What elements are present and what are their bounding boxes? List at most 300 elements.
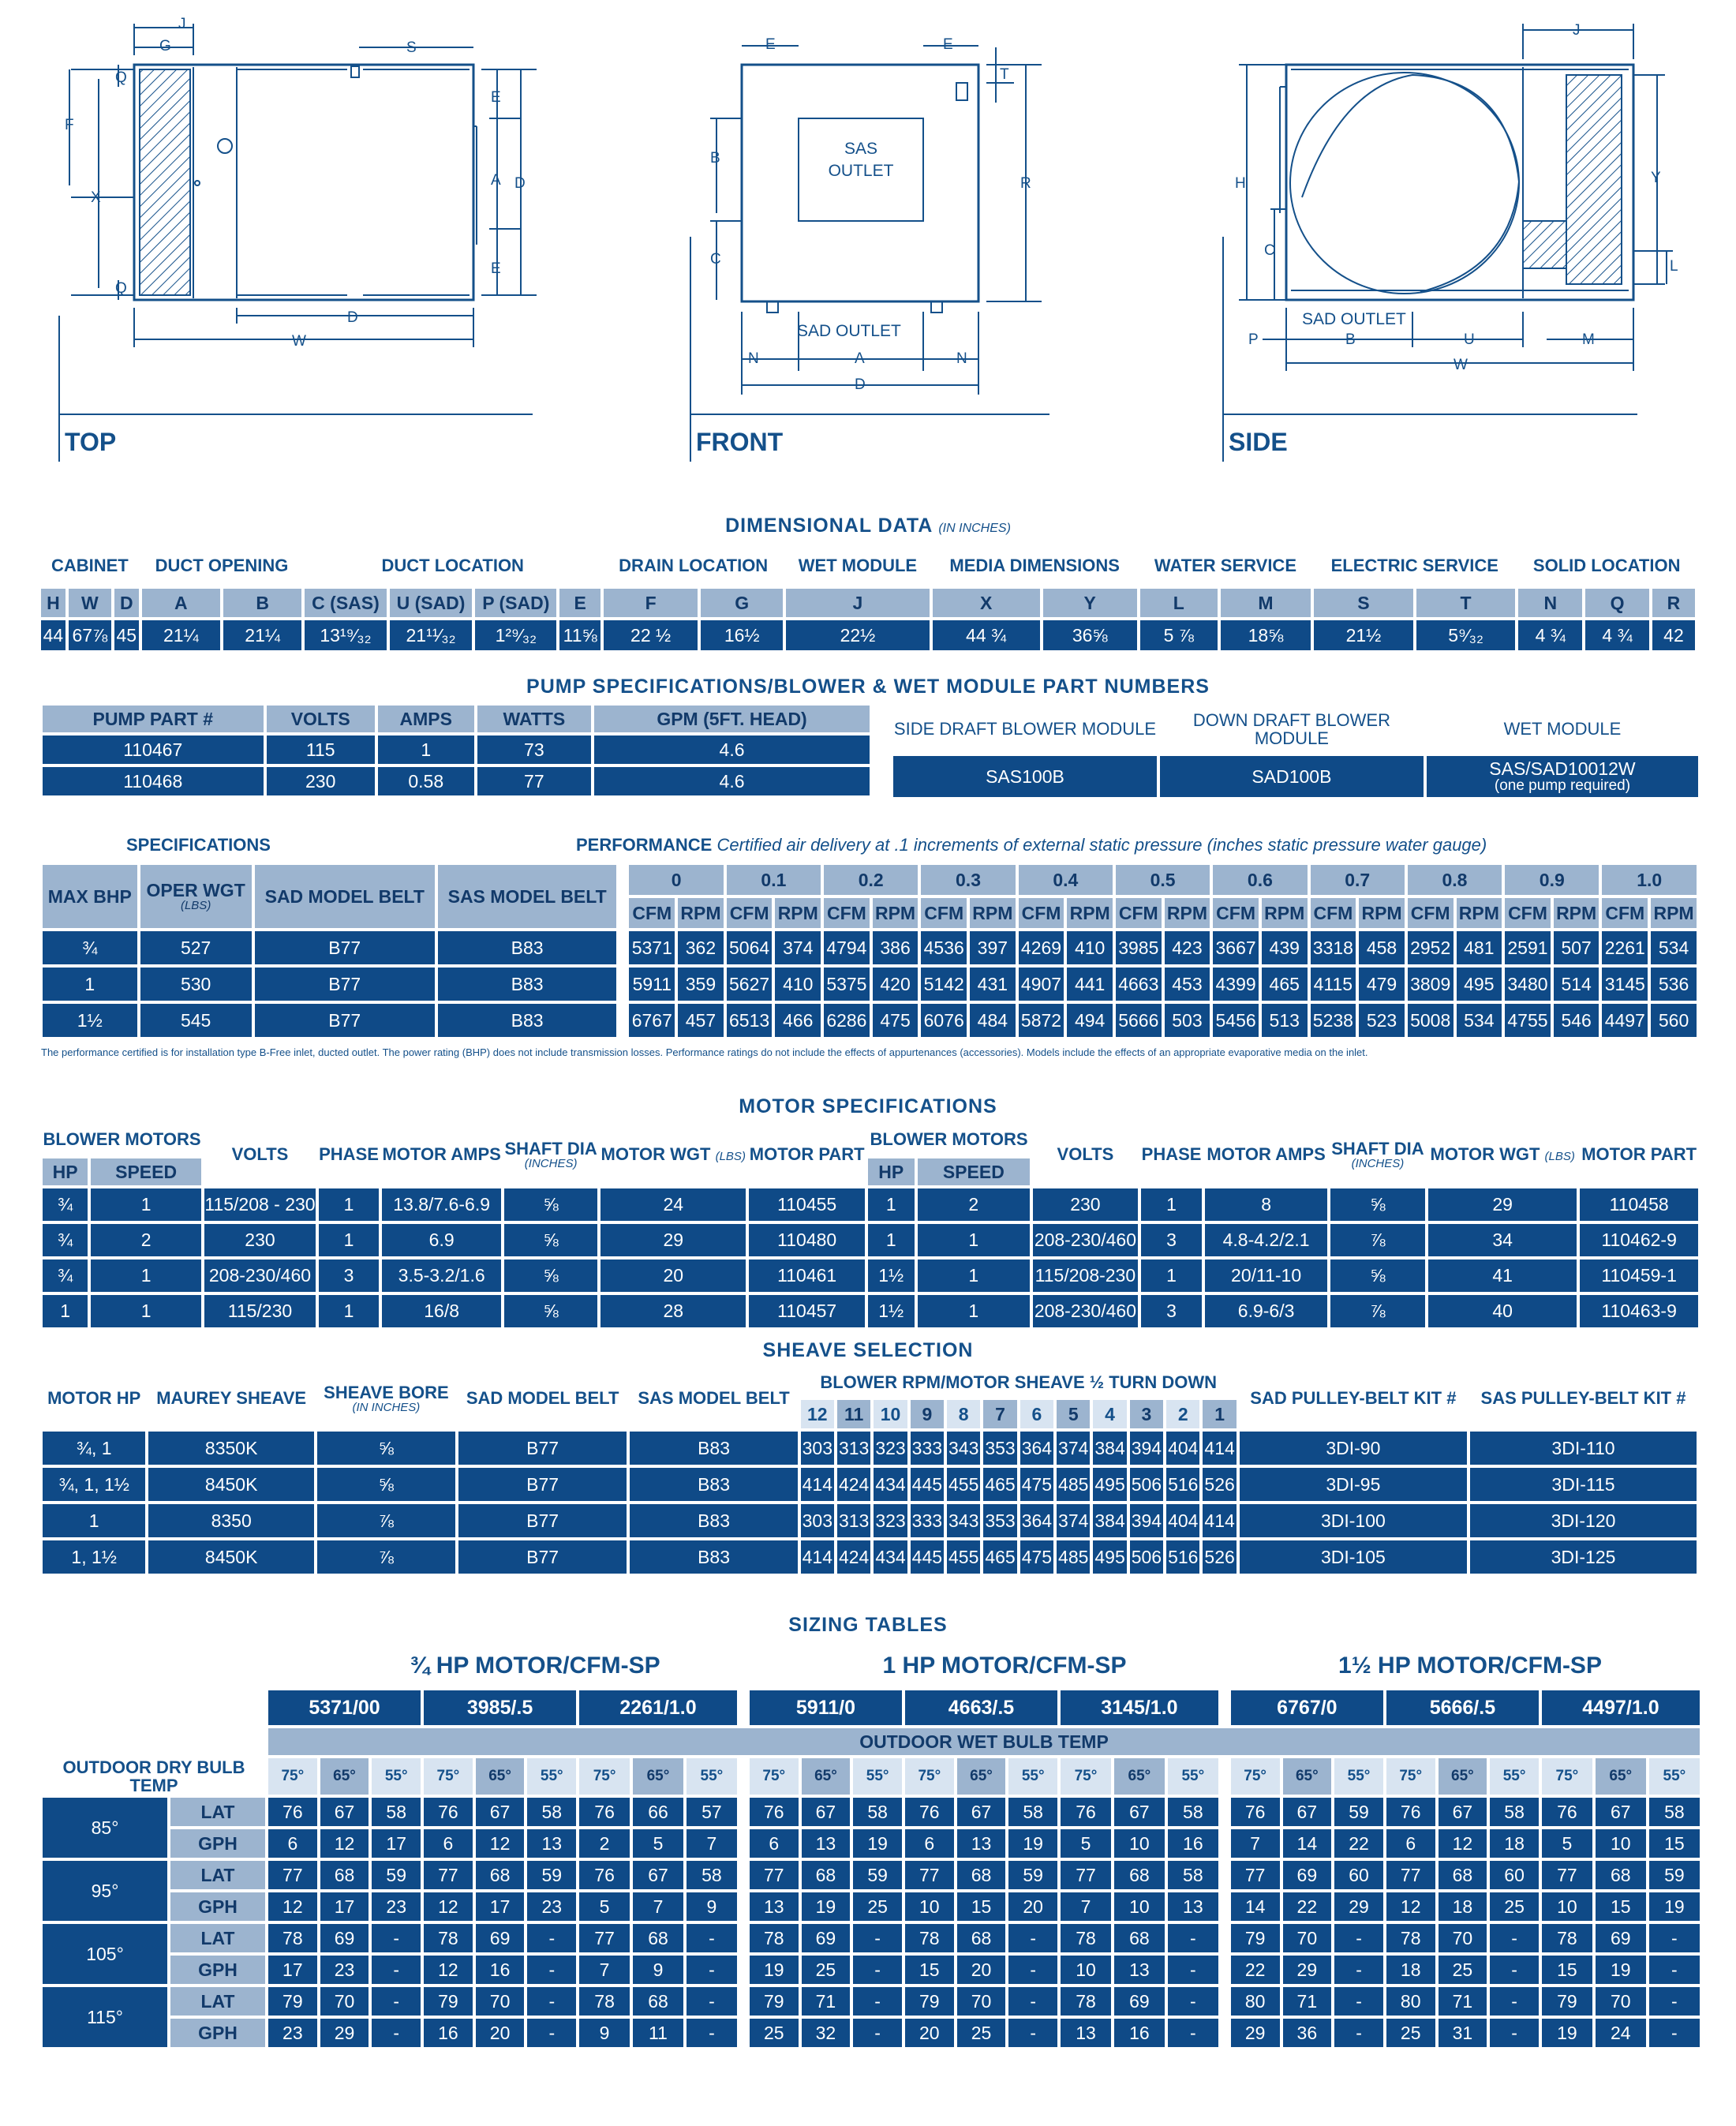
sizing-cell: 23 — [372, 1892, 421, 1921]
sheave-cell: 1, 1½ — [43, 1540, 145, 1574]
sizing-cell: 58 — [1490, 1798, 1539, 1826]
sizing-cell: 69 — [320, 1924, 369, 1952]
rpm-header: RPM — [1262, 898, 1308, 928]
perf-cell: 5064 — [727, 931, 773, 964]
perf-cell: 359 — [678, 968, 724, 1001]
sizing-cell: 7 — [687, 1829, 737, 1858]
sizing-cell: - — [527, 1987, 576, 2016]
sizing-cell: 58 — [372, 1798, 421, 1826]
motor-cell: 2 — [918, 1188, 1031, 1221]
sizing-cell: - — [687, 1956, 737, 1984]
sheave-table — [39, 1365, 1700, 1577]
perf-cell: 4115 — [1311, 968, 1356, 1001]
sizing-cell: 59 — [853, 1861, 902, 1889]
motor-cell: ¾ — [43, 1224, 88, 1256]
perf-cell: 374 — [775, 931, 821, 964]
motor-cell: ⅝ — [504, 1295, 597, 1327]
wet-bulb-temp: 55° — [1334, 1758, 1383, 1795]
sizing-cell: 22 — [1283, 1892, 1332, 1921]
sizing-cell: 59 — [1008, 1861, 1057, 1889]
dim-letter-a: A — [491, 172, 501, 189]
sizing-cell: 36 — [1283, 2019, 1332, 2047]
hdr-bore-unit: (IN INCHES) — [352, 1400, 421, 1414]
sizing-cell: 60 — [1490, 1861, 1539, 1889]
sizing-cell: 25 — [853, 1892, 902, 1921]
cfm-header: CFM — [1602, 898, 1648, 928]
sheave-cell: 485 — [1057, 1540, 1090, 1574]
sizing-cell: 67 — [957, 1798, 1006, 1826]
motor-row — [868, 1295, 1698, 1327]
sizing-row-lat — [43, 1924, 1700, 1952]
dim-letter-y: Y — [1651, 170, 1661, 186]
group-water-service: WATER SERVICE — [1154, 556, 1296, 576]
perf-cell: 534 — [1457, 1004, 1502, 1037]
perf-cell: 5375 — [824, 968, 870, 1001]
perf-cell: 536 — [1651, 968, 1697, 1001]
pump-cell: 73 — [477, 735, 591, 764]
lat-label: LAT — [170, 1924, 265, 1952]
wet-bulb-temp: 75° — [1061, 1758, 1111, 1795]
dim-letter-e-front2: E — [943, 36, 953, 53]
pump-cell: 77 — [477, 767, 591, 795]
pump-cell: 1 — [378, 735, 474, 764]
spec-cell: B83 — [438, 931, 617, 964]
motor-cell: ⅝ — [504, 1188, 597, 1221]
sheave-cell: 455 — [947, 1468, 980, 1501]
sizing-cell: 7 — [633, 1892, 683, 1921]
sizing-motor-titles — [298, 1653, 1703, 1684]
spec-cell: B77 — [255, 968, 435, 1001]
cfm-header: CFM — [1019, 898, 1064, 928]
sizing-cell: 9 — [579, 2019, 630, 2047]
dim-letter-c: C — [710, 251, 721, 268]
hdr-wgt-unit: (LBS) — [1544, 1150, 1575, 1164]
sizing-cell: 7 — [1231, 1829, 1280, 1858]
spec-cell: ¾ — [43, 931, 137, 964]
sizing-cell: 18 — [1386, 1956, 1435, 1984]
dim-value-l: 5 ⅞ — [1140, 620, 1218, 650]
wet-bulb-temp: 75° — [579, 1758, 630, 1795]
pressure-header-1-0: 1.0 — [1602, 865, 1697, 895]
motor-cell: 110462-9 — [1580, 1224, 1698, 1256]
sizing-cell: 76 — [1542, 1798, 1592, 1826]
perf-cell: 3985 — [1116, 931, 1162, 964]
sizing-cell: - — [1334, 2019, 1383, 2047]
sizing-cell: 5 — [1542, 1829, 1592, 1858]
sizing-cell: - — [372, 1924, 421, 1952]
motor-cell: 1 — [918, 1295, 1031, 1327]
motor-cell: ⅞ — [1330, 1295, 1425, 1327]
hdr-motor-wgt — [1428, 1124, 1577, 1185]
sizing-cell: 68 — [802, 1861, 851, 1889]
dry-bulb-value: 85° — [43, 1798, 167, 1858]
perf-cell: 453 — [1165, 968, 1210, 1001]
gph-label: GPH — [170, 1892, 265, 1921]
dim-header-j: J — [786, 589, 929, 617]
sizing-cell: 70 — [476, 1987, 525, 2016]
motor-row — [868, 1260, 1698, 1292]
sheave-cell: 3DI-125 — [1470, 1540, 1697, 1574]
dim-letter-j-side: J — [1573, 22, 1581, 39]
sizing-cell: 13 — [802, 1829, 851, 1858]
sizing-cell: 70 — [957, 1987, 1006, 2016]
dim-header-b: B — [223, 589, 301, 617]
motor-cell: 208-230/460 — [204, 1260, 316, 1292]
sizing-cell: 76 — [905, 1798, 954, 1826]
hdr-volts: VOLTS — [231, 1144, 289, 1165]
sizing-cell: 69 — [1596, 1924, 1646, 1952]
sheave-cell: 465 — [983, 1540, 1016, 1574]
cfm-header: CFM — [1116, 898, 1162, 928]
sizing-cell: 58 — [687, 1861, 737, 1889]
perf-cell: 410 — [775, 968, 821, 1001]
motor-cell: 1 — [868, 1188, 915, 1221]
group-gap — [1222, 1924, 1228, 1952]
group-gap — [1222, 2019, 1228, 2047]
sizing-cell: - — [687, 1924, 737, 1952]
sheave-cell: ¾, 1 — [43, 1432, 145, 1465]
dim-letter-d-front: D — [855, 376, 866, 393]
hdr-motor-wgt — [600, 1124, 746, 1185]
sizing-cell: 76 — [1386, 1798, 1435, 1826]
motor-table-left — [39, 1121, 868, 1331]
sizing-cell: - — [527, 1924, 576, 1952]
sizing-cell: 69 — [1114, 1987, 1165, 2016]
dim-value-r: 42 — [1652, 620, 1695, 650]
perf-cell: 3480 — [1505, 968, 1551, 1001]
sheave-cell: B83 — [630, 1540, 797, 1574]
hdr-motor-part: MOTOR PART — [1581, 1144, 1697, 1165]
sas-outlet-line2: OUTLET — [828, 162, 894, 180]
rpm-header: RPM — [970, 898, 1016, 928]
sizing-row-gph — [43, 2019, 1700, 2047]
perf-cell: 386 — [873, 931, 919, 964]
sizing-cell: 25 — [1439, 1956, 1487, 1984]
sizing-cell: 68 — [1596, 1861, 1646, 1889]
turn-header-1: 1 — [1203, 1400, 1236, 1428]
sheave-cell: 343 — [947, 1432, 980, 1465]
pressure-header-0-6: 0.6 — [1213, 865, 1307, 895]
wet-bulb-temp: 65° — [1439, 1758, 1487, 1795]
perf-cell: 494 — [1067, 1004, 1113, 1037]
dim-header-m: M — [1221, 589, 1311, 617]
dry-bulb-header: OUTDOOR DRY BULB TEMP — [62, 1757, 245, 1796]
sheave-cell: 475 — [1020, 1468, 1053, 1501]
perf-cell: 6767 — [629, 1004, 675, 1037]
sizing-cell: - — [1168, 1924, 1218, 1952]
motor-cell: ¾ — [43, 1260, 88, 1292]
cfm-sp-header: 5911/0 — [750, 1690, 902, 1725]
motor-cell: 1 — [918, 1260, 1031, 1292]
rpm-header: RPM — [775, 898, 821, 928]
dimensional-title-text: DIMENSIONAL DATA — [725, 515, 933, 537]
group-gap — [740, 1892, 746, 1921]
cfm-header: CFM — [629, 898, 675, 928]
sizing-cell: 69 — [1283, 1861, 1332, 1889]
down-draft-header: DOWN DRAFT BLOWER MODULE — [1192, 709, 1390, 748]
sizing-cell: 79 — [1231, 1924, 1280, 1952]
sizing-cell: 78 — [579, 1987, 630, 2016]
perf-cell: 479 — [1359, 968, 1405, 1001]
sheave-cell: 495 — [1093, 1540, 1126, 1574]
pressure-header-0-1: 0.1 — [727, 865, 821, 895]
cfm-header: CFM — [1408, 898, 1454, 928]
sheave-title: SHEAVE SELECTION — [762, 1339, 974, 1361]
spec-cell: B83 — [438, 968, 617, 1001]
sizing-cell: 58 — [1168, 1798, 1218, 1826]
sizing-cell: 68 — [633, 1924, 683, 1952]
sizing-cell: 22 — [1231, 1956, 1280, 1984]
sizing-cell: 19 — [750, 1956, 799, 1984]
sheave-cell: 434 — [874, 1540, 907, 1574]
dim-letter-r: R — [1020, 175, 1031, 192]
motor-row — [43, 1224, 865, 1256]
pump-header-volts: VOLTS — [267, 706, 375, 732]
sheave-cell: ⅝ — [317, 1468, 455, 1501]
sheave-cell: 8450K — [148, 1468, 314, 1501]
wet-bulb-temp: 65° — [1283, 1758, 1332, 1795]
dim-header-y: Y — [1043, 589, 1137, 617]
cfm-header: CFM — [1505, 898, 1551, 928]
module-table — [890, 702, 1701, 800]
motor-cell: 208-230/460 — [1033, 1224, 1138, 1256]
wet-bulb-temp: 75° — [424, 1758, 473, 1795]
sizing-cell: 19 — [853, 1829, 902, 1858]
sizing-cell: 17 — [320, 1892, 369, 1921]
dim-value-m: 18⅝ — [1221, 620, 1311, 650]
cfm-header: CFM — [1213, 898, 1259, 928]
pump-cell: 110468 — [43, 767, 264, 795]
cfm-sp-header: 4497/1.0 — [1542, 1690, 1700, 1725]
turn-header-5: 5 — [1057, 1400, 1090, 1428]
sheave-cell: 313 — [837, 1432, 870, 1465]
dim-letter-f: F — [65, 117, 74, 133]
group-drain-location: DRAIN LOCATION — [619, 556, 769, 576]
spacer — [43, 1690, 265, 1725]
sizing-cell: 18 — [1439, 1892, 1487, 1921]
perf-cell: 6286 — [824, 1004, 870, 1037]
sizing-cell: - — [687, 1987, 737, 2016]
motor-row — [43, 1188, 865, 1221]
sheave-cell: 526 — [1203, 1468, 1236, 1501]
dim-value-x: 44 ¾ — [933, 620, 1040, 650]
sizing-cell: 70 — [1439, 1924, 1487, 1952]
hdr-max-bhp: MAX BHP — [43, 865, 137, 928]
side-draft-value: SAS100B — [893, 756, 1157, 797]
wet-bulb-temp: 55° — [687, 1758, 737, 1795]
turn-header-6: 6 — [1020, 1400, 1053, 1428]
spec-cell: 545 — [140, 1004, 252, 1037]
perf-cell: 4755 — [1505, 1004, 1551, 1037]
dim-letter-l: L — [1670, 258, 1678, 275]
performance-row — [43, 931, 1697, 964]
rpm-header: RPM — [678, 898, 724, 928]
side-view-label: SIDE — [1229, 428, 1288, 456]
sheave-cell: 3DI-110 — [1470, 1432, 1697, 1465]
sizing-cell: - — [1649, 1987, 1700, 2016]
sizing-cell: - — [527, 2019, 576, 2047]
group-gap — [1222, 1690, 1228, 1725]
hdr-oper-wgt-text: OPER WGT — [146, 880, 245, 901]
pump-cell: 0.58 — [378, 767, 474, 795]
perf-cell: 3809 — [1408, 968, 1454, 1001]
sizing-cell: - — [1168, 1956, 1218, 1984]
turn-header-2: 2 — [1166, 1400, 1199, 1428]
sizing-cell: 80 — [1386, 1987, 1435, 2016]
group-gap — [740, 1924, 746, 1952]
motor-cell: 1 — [43, 1295, 88, 1327]
hdr-shaft-text: SHAFT DIA — [504, 1138, 597, 1158]
sizing-cell: 25 — [957, 2019, 1006, 2047]
dim-letter-w-side: W — [1454, 357, 1468, 373]
cfm-header: CFM — [1311, 898, 1356, 928]
sizing-cell: 5 — [579, 1892, 630, 1921]
performance-table — [39, 862, 1700, 1040]
dim-letter-n2: N — [956, 350, 967, 367]
sizing-cell: 66 — [633, 1798, 683, 1826]
sheave-cell: 394 — [1130, 1432, 1163, 1465]
sizing-cell: 67 — [802, 1798, 851, 1826]
hdr-wgt-text: MOTOR WGT — [600, 1144, 711, 1165]
wet-bulb-temp: 65° — [1114, 1758, 1165, 1795]
perf-cell: 397 — [970, 931, 1016, 964]
sizing-cell: 71 — [1439, 1987, 1487, 2016]
group-gap — [740, 1861, 746, 1889]
motor-row — [868, 1188, 1698, 1221]
group-gap — [1222, 1758, 1228, 1795]
sheave-cell: 313 — [837, 1504, 870, 1537]
dim-header-w: W — [69, 589, 111, 617]
perf-cell: 6076 — [921, 1004, 967, 1037]
sizing-cell: 25 — [802, 1956, 851, 1984]
perf-cell: 4663 — [1116, 968, 1162, 1001]
hdr-bore-text: SHEAVE BORE — [324, 1382, 449, 1402]
sizing-cell: - — [372, 1987, 421, 2016]
motor-cell: 3 — [319, 1260, 379, 1292]
sheave-cell: 414 — [801, 1468, 834, 1501]
perf-cell: 5456 — [1213, 1004, 1259, 1037]
perf-cell: 534 — [1651, 931, 1697, 964]
lat-label: LAT — [170, 1861, 265, 1889]
spacer — [43, 1728, 265, 1755]
sizing-row-gph — [43, 1956, 1700, 1984]
group-gap — [740, 1829, 746, 1858]
dimensional-subtitle: (IN INCHES) — [938, 522, 1011, 535]
hdr-sas-belt: SAS MODEL BELT — [638, 1388, 790, 1409]
sheave-cell: 374 — [1057, 1432, 1090, 1465]
sizing-cell: - — [1649, 1956, 1700, 1984]
sizing-cell: 12 — [268, 1892, 317, 1921]
sizing-cell: 78 — [905, 1924, 954, 1952]
dim-value-f: 22 ½ — [604, 620, 698, 650]
motor-cell: 110459-1 — [1580, 1260, 1698, 1292]
perf-cell: 2591 — [1505, 931, 1551, 964]
sheave-cell: 506 — [1130, 1468, 1163, 1501]
dim-letter-h: H — [1235, 175, 1246, 192]
motor-cell: 24 — [600, 1188, 746, 1221]
sas-outlet-line1: SAS — [844, 140, 878, 158]
perf-cell: 4497 — [1602, 1004, 1648, 1037]
motor-cell: ⅝ — [504, 1260, 597, 1292]
sheave-cell: 8350K — [148, 1432, 314, 1465]
sizing-cell: 77 — [1061, 1861, 1111, 1889]
hdr-hp: HP — [43, 1158, 88, 1185]
hdr-blower-rpm: BLOWER RPM/MOTOR SHEAVE ½ TURN DOWN — [820, 1372, 1218, 1393]
dim-value-j: 22½ — [786, 620, 929, 650]
pressure-header-0-4: 0.4 — [1019, 865, 1113, 895]
pump-cell: 115 — [267, 735, 375, 764]
cfm-sp-header: 3985/.5 — [424, 1690, 576, 1725]
hdr-motor-amps: MOTOR AMPS — [382, 1144, 501, 1165]
sheave-cell: 526 — [1203, 1540, 1236, 1574]
perf-cell: 4794 — [824, 931, 870, 964]
dim-letter-u: U — [1464, 331, 1475, 348]
perf-cell: 5666 — [1116, 1004, 1162, 1037]
motor-title-1hp: 1 HP MOTOR/CFM-SP — [882, 1653, 1127, 1679]
pump-header-gpm-5ft-head: GPM (5FT. HEAD) — [594, 706, 870, 732]
wet-bulb-temp: 75° — [1231, 1758, 1280, 1795]
hdr-shaft-dia — [1330, 1124, 1425, 1185]
sizing-cell: 20 — [957, 1956, 1006, 1984]
dim-header-a: A — [142, 589, 220, 617]
hdr-motor-hp: MOTOR HP — [47, 1388, 141, 1409]
wet-module-part: SAS/SAD10012W — [1489, 758, 1636, 779]
sizing-row-lat — [43, 1798, 1700, 1826]
sizing-cell: 20 — [1008, 1892, 1057, 1921]
sizing-cell: 77 — [268, 1861, 317, 1889]
motor-cell: 3 — [1141, 1295, 1203, 1327]
sheave-cell: 506 — [1130, 1540, 1163, 1574]
sizing-cell: 10 — [1114, 1829, 1165, 1858]
sheave-cell: 353 — [983, 1432, 1016, 1465]
sheave-cell: 414 — [1203, 1432, 1236, 1465]
perf-cell: 475 — [873, 1004, 919, 1037]
sizing-cell: - — [1008, 1956, 1057, 1984]
motor-row — [43, 1295, 865, 1327]
dim-value-a: 21¼ — [142, 620, 220, 650]
sizing-cell: 78 — [268, 1924, 317, 1952]
perf-cell: 423 — [1165, 931, 1210, 964]
wet-bulb-temp: 55° — [1490, 1758, 1539, 1795]
pump-table — [39, 702, 873, 799]
sheave-cell: 455 — [947, 1540, 980, 1574]
group-gap — [1222, 1798, 1228, 1826]
perf-cell: 523 — [1359, 1004, 1405, 1037]
dim-letter-g: G — [159, 38, 171, 54]
pump-cell: 4.6 — [594, 735, 870, 764]
dim-letter-x: X — [91, 189, 101, 206]
motor-cell: ⅞ — [1330, 1224, 1425, 1256]
spec-cell: B83 — [438, 1004, 617, 1037]
sizing-cell: 6 — [750, 1829, 799, 1858]
sizing-cell: - — [853, 1924, 902, 1952]
sheave-cell: 3DI-90 — [1240, 1432, 1467, 1465]
rpm-header: RPM — [1165, 898, 1210, 928]
sizing-cell: 71 — [1283, 1987, 1332, 2016]
dim-letter-j: J — [178, 16, 186, 32]
sizing-cell: - — [1168, 2019, 1218, 2047]
perf-cell: 4399 — [1213, 968, 1259, 1001]
sizing-cell: 12 — [1439, 1829, 1487, 1858]
sizing-cell: 7 — [579, 1956, 630, 1984]
sizing-cell: - — [1490, 1987, 1539, 2016]
sizing-cell: 12 — [424, 1956, 473, 1984]
motor-cell: 1 — [319, 1295, 379, 1327]
sizing-cell: 19 — [1008, 1829, 1057, 1858]
perf-cell: 410 — [1067, 931, 1113, 964]
sizing-cell: - — [1008, 1924, 1057, 1952]
sheave-cell: 3DI-115 — [1470, 1468, 1697, 1501]
